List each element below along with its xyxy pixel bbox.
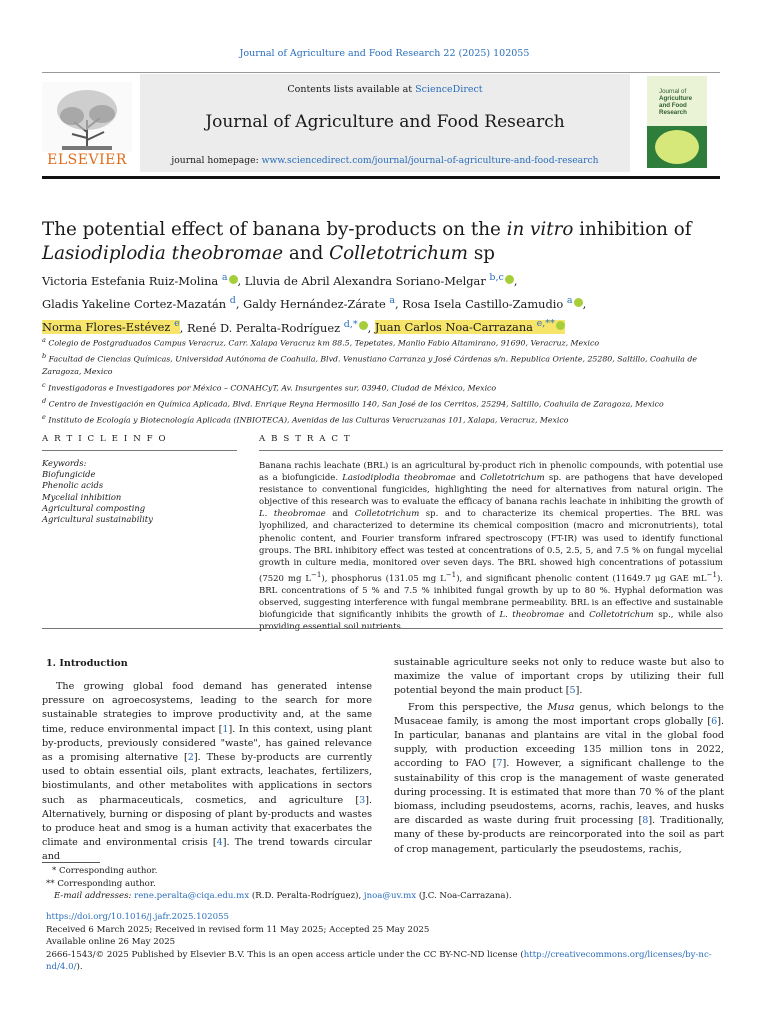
footnote-rule [42,862,100,863]
article-info-heading: A R T I C L E I N F O [42,434,168,444]
section-heading: 1. Introduction [46,658,128,669]
keyword: Agricultural sustainability [42,514,153,525]
journal-homepage [140,155,630,166]
author-name-highlighted[interactable]: Norma Flores-Estévez $^e$ [42,318,180,335]
body-paragraph: The growing global food demand has generated intense pressure on agroecosystems, leading to the search for more sustainable strategies to improve productivity and, at the same time, reduce environmental impact [1]. In this context, using plant by-products, previously considered "waste", has gained relevance as a promising alternative [2]. These by-products are currently used to obtain essential oils, plant extracts, leachates, fertilizers, biostimulants, and other metabolites with applications in sectors such as pharmaceuticals, cosmetics, and agriculture [3]. Alternatively, burning or disposing of plant by-products and wastes to produce heat and smog is a human activity that exacerbates the climate and environmental crisis [4]. The trend towards circular and [42,681,373,863]
keyword: Mycelial inhibition [42,491,122,502]
citation-link[interactable]: 5 [569,685,576,697]
orcid-icon[interactable] [359,321,368,330]
footnotes [46,865,726,903]
citation-link[interactable]: 1 [222,723,229,735]
citation-link[interactable]: 6 [711,715,718,727]
author-name-highlighted[interactable]: Juan Carlos Noa-Carrazana $^{e,**}$ [375,320,565,334]
affiliation-ref[interactable]: a [566,295,573,307]
orcid-icon[interactable] [229,275,238,284]
email-footnote: E-mail addresses: rene.peralta@ciqa.edu.mx (R.D. Peralta-Rodríguez), jnoa@uv.mx (J.C. Noa-Carrazana). [54,891,512,902]
author-name[interactable]: René D. Peralta-Rodríguez [186,320,341,335]
contents-label: Contents lists available at [287,84,416,95]
body-paragraph-continued: sustainable agriculture seeks not only to reduce waste but also to maximize the value of important crops by utilizing their full potential beyond the main product [5]. From this perspective, the Musa genus, which belongs to the Musaceae family, is among the most important crops globally [6]. In particular, bananas and plantains are vital in the global food supply, with production exceeding 135 million tons in 2022, according to FAO [7]. However, a significant challenge to the sustainability of this crop is the management of waste generated during processing. It is estimated that more than 70 % of the plant biomass, including pseudostems, acorns, rachis, leaves, and husks are discarded as waste during fruit processing [8]. Traditionally, many of these by-products are reincorporated into the soil as part of crop management, particularly the pseudostems, rachis, [394,657,724,855]
contents-line [140,84,630,95]
author-list: Victoria Estefania Ruiz-Molina $^a$ , Lluvia de Abril Alexandra Soriano-Melgar $^{b,c}$ , Gladis Yakeline Cortez-Mazatán $^d$, Galdy Hernández-Zárate $^a$, Rosa Isela Castillo-Zamudio $^a$ , Norma Flores-Estévez $^e$, René D. Peralta-Rodríguez $^{d,*}$ , Juan Carlos Noa-Carrazana $^{e,**}$ [42,272,587,335]
affiliation-ref[interactable]: d,* [343,318,358,330]
journal-title: Journal of Agriculture and Food Research [205,112,565,132]
section-rule [259,450,723,451]
abstract-text: Banana rachis leachate (BRL) is an agricultural by-product rich in phenolic compounds, with potential use as a biofungicide. Lasiodiplodia theobromae and Colletotrichum sp. are pathogens that have developed resistance to conventional fungicides, highlighting the need for alternatives from natural origin. The objective of this research was to evaluate the efficacy of banana rachis leachate in inhibiting the growth of L. theobromae and Colletotrichum sp. and to characterize its chemical properties. The BRL was lyophilized, and characterized to determine its chemical composition (macro and micronutrients), total phenolic content, and Fourier transform infrared spectroscopy (FT-IR) was used to identify functional groups. The BRL inhibitory effect was tested at concentrations of 0.5, 2.5, 5, and 7.5 % on fungal mycelial growth in culture media, monitored over seven days. The BRL showed high concentrations of potassium (7520 mg $L^{-1}$), phosphorus (131.05 mg $L^{-1}$), and significant phenolic content (11649.7 μg GAE $mL^{-1}$). BRL concentrations of 5 % and 7.5 % inhibited fungal growth by up to 80 %. Hyphal deformation was observed, suggesting interference with fungal membrane permeability. BRL is an effective and sustainable biofungicide that significantly inhibits the growth of L. theobromae and Colletotrichum sp., while also [259,461,724,620]
article-metadata [46,911,736,974]
email-link[interactable]: jnoa@uv.mx [363,891,417,902]
abstract-heading: A B S T R A C T [259,434,352,444]
citation-link[interactable]: 7 [496,758,503,770]
keywords-label: Keywords: [42,458,87,468]
keyword: Biofungicide [42,469,96,480]
cover-text-line: Research [659,109,687,116]
cover-text-line: and Food [659,102,687,109]
orcid-icon[interactable] [556,321,565,330]
header-rule [42,72,720,73]
header-thick-rule [42,176,720,179]
abstract-bottom-rule [42,628,723,629]
publisher-name: ELSEVIER [47,152,127,168]
homepage-link[interactable]: www.sciencedirect.com/journal/journal-of-agriculture-and-food-research [261,155,599,166]
citation-link[interactable]: 8 [642,815,649,827]
cover-text-line: Journal of [659,88,687,95]
doi-link[interactable]: https://doi.org/10.1016/j.jafr.2025.102055 [46,912,229,922]
footnote: * Corresponding author. [52,866,158,876]
email-link[interactable]: rene.peralta@ciqa.edu.mx [134,891,250,902]
affiliation: $^b$ Facultad de Ciencias Químicas, Universidad Autónoma de Coahuila, Blvd. Venustiano Carranza y José Cárdenas s/n. Republica Oriente, 25280, Saltillo, Coahuila de Zaragoza, Mexico [42,352,698,377]
author-name[interactable]: Victoria Estefania Ruiz-Molina [42,273,219,288]
footnote: ** Corresponding author. [46,878,156,889]
journal-citation-line[interactable]: Journal of Agriculture and Food Research 22 (2025) 102055 [239,48,530,59]
author-name[interactable]: Gladis Yakeline Cortez-Mazatán [42,297,227,312]
author-name[interactable]: Lluvia de Abril Alexandra Soriano-Melgar [244,273,486,288]
affiliation-ref[interactable]: a [221,272,228,283]
keyword: Agricultural composting [42,502,146,513]
citation-link[interactable]: 4 [216,837,223,849]
available-online: Available online 26 May 2025 [46,937,176,948]
affiliation: $^d$ Centro de Investigación en Química Aplicada, Blvd. Enrique Reyna Hermosillo 140, San José de los Cerritos, 25294, Saltillo, Coahuila de Zaragoza, Mexico [42,397,664,409]
affiliation-list [42,334,732,428]
author-name[interactable]: Galdy Hernández-Zárate [243,297,386,312]
orcid-icon[interactable] [505,275,514,284]
author-name[interactable]: Rosa Isela Castillo-Zamudio [402,297,564,312]
homepage-label: journal homepage: [171,155,262,166]
affiliation-ref[interactable]: d [229,295,236,307]
affiliation-ref[interactable]: a [389,295,395,307]
keyword: Phenolic acids [42,480,104,491]
citation-link[interactable]: 2 [187,752,194,764]
keywords-block [42,458,232,525]
citation-link[interactable]: 3 [359,794,366,806]
orcid-icon[interactable] [574,298,583,307]
affiliation: $^c$ Investigadoras e Investigadores por México – CONAHCyT, Av. Insurgentes sur, 03940, Ciudad de México, Mexico [42,380,497,393]
section-rule [42,450,237,451]
license-line: 2666-1543/© 2025 Published by Elsevier B.V. This is an open access article under the CC BY-NC-ND license (http://creativecommons.org/licenses/by-nc-nd/4.0/). [46,949,712,973]
affiliation: $^a$ Colegio de Postgraduados Campus Veracruz, Carr. Xalapa Veracruz km 88.5, Tepetates, Manlio Fabio Altamirano, 91690, Veracruz, Mexico [42,336,600,348]
article-title: The potential effect of banana by-products on the in vitro inhibition of Lasiodiplodia theobromae and Colletotrichum sp [42,219,692,264]
affiliation-ref[interactable]: b,c [489,272,504,283]
affiliation: $^e$ Instituto de Ecología y Biotecnología Aplicada (INBIOTECA), Avenidas de las Culturas Veracruzanas 101, Xalapa, Veracruz, Mexico [42,413,569,425]
received-dates: Received 6 March 2025; Received in revised form 11 May 2025; Accepted 25 May 2025 [46,924,430,935]
license-link[interactable]: http://creativecommons.org/licenses/by-nc-nd/4.0/ [46,949,712,973]
sciencedirect-link[interactable]: ScienceDirect [415,84,483,95]
journal-cover-thumbnail[interactable] [647,76,707,168]
cover-text-line: Agriculture [659,95,693,102]
